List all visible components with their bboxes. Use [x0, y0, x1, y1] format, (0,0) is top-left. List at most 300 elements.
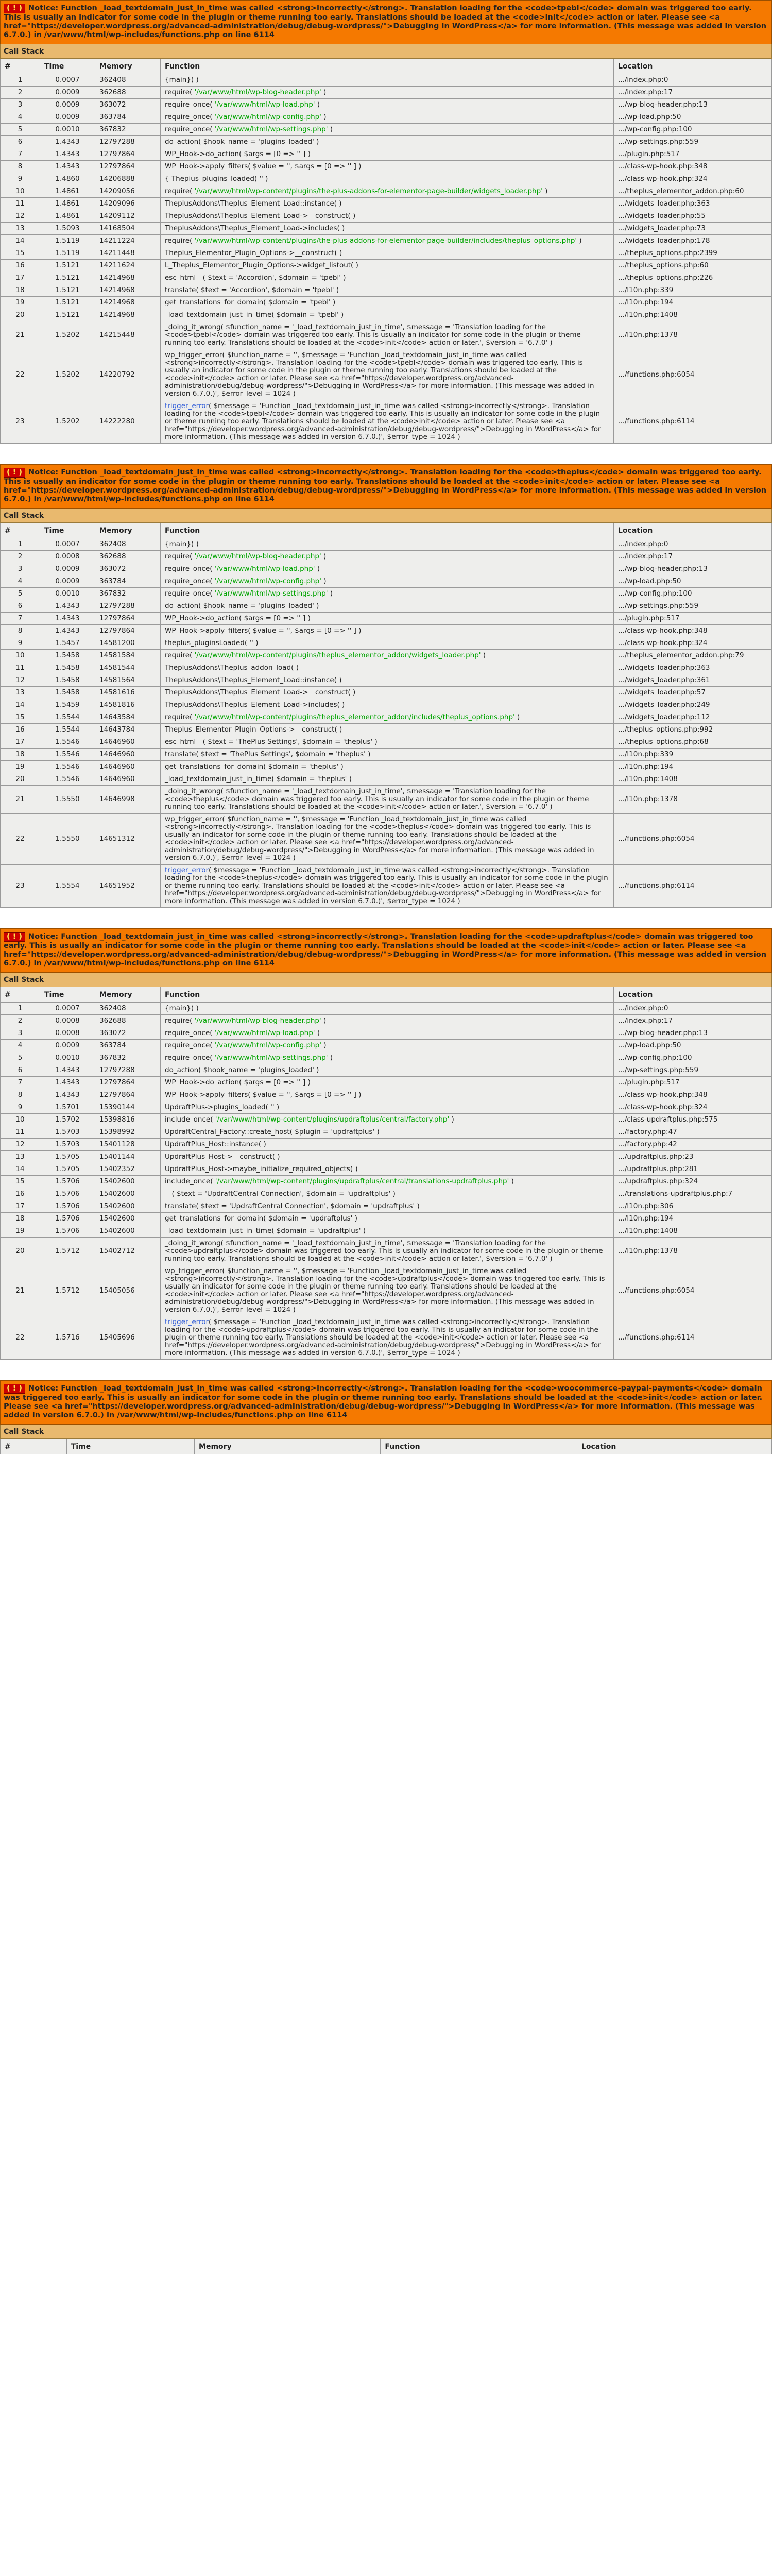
row-number: 13 — [1, 223, 40, 235]
row-function — [161, 1077, 614, 1089]
table-row — [1, 662, 772, 674]
row-memory: 14211624 — [95, 260, 161, 272]
table-row — [1, 650, 772, 662]
row-memory: 12797864 — [95, 148, 161, 161]
col-number-header: # — [1, 59, 40, 74]
row-memory: 15401144 — [95, 1151, 161, 1163]
function-text: translate( $text = 'UpdraftCentral Connection', $domain = 'updraftplus' ) — [165, 1202, 420, 1210]
row-memory: 363072 — [95, 563, 161, 575]
function-text: {main}( ) — [165, 76, 199, 84]
table-row — [1, 99, 772, 111]
row-number: 16 — [1, 724, 40, 736]
row-number: 13 — [1, 687, 40, 699]
row-time: 0.0009 — [40, 87, 95, 99]
row-number: 17 — [1, 1200, 40, 1213]
row-memory: 15402352 — [95, 1163, 161, 1176]
row-memory: 14211224 — [95, 235, 161, 247]
row-function — [161, 185, 614, 198]
table-row — [1, 148, 772, 161]
call-stack-header: Call Stack — [1, 973, 772, 987]
row-function — [161, 173, 614, 185]
row-function — [161, 223, 614, 235]
table-row — [1, 136, 772, 148]
table-row — [1, 1003, 772, 1015]
row-number: 23 — [1, 865, 40, 908]
row-number: 1 — [1, 1003, 40, 1015]
row-memory: 367832 — [95, 588, 161, 600]
row-number: 1 — [1, 74, 40, 87]
error-notice-table — [0, 0, 772, 444]
row-location: .../class-wp-hook.php:324 — [614, 1101, 772, 1114]
function-suffix: ) — [577, 236, 582, 245]
row-location: .../l10n.php:194 — [614, 297, 772, 309]
col-function-header: Function — [381, 1439, 577, 1454]
function-text: require_once( — [165, 125, 215, 133]
row-location: .../l10n.php:1378 — [614, 786, 772, 814]
file-path: '/var/www/html/wp-content/plugins/updraftplus/central/translations-updraftplus.php' — [215, 1177, 509, 1185]
col-function-header: Function — [161, 987, 614, 1003]
row-time: 0.0008 — [40, 551, 95, 563]
row-memory: 362408 — [95, 74, 161, 87]
function-text: get_translations_for_domain( $domain = 'tpebl' ) — [165, 298, 336, 307]
row-time: 1.4861 — [40, 210, 95, 223]
row-memory: 14581564 — [95, 674, 161, 687]
row-location: .../wp-settings.php:559 — [614, 136, 772, 148]
row-function — [161, 538, 614, 551]
row-number: 3 — [1, 1027, 40, 1040]
row-number: 14 — [1, 1163, 40, 1176]
row-location: .../class-wp-hook.php:324 — [614, 173, 772, 185]
table-row — [1, 1176, 772, 1188]
row-time: 1.5702 — [40, 1114, 95, 1126]
table-row — [1, 724, 772, 736]
row-time: 1.4343 — [40, 613, 95, 625]
row-location: .../index.php:17 — [614, 87, 772, 99]
table-row — [1, 1064, 772, 1077]
col-location-header: Location — [614, 987, 772, 1003]
row-time: 1.4343 — [40, 1089, 95, 1101]
row-memory: 15398992 — [95, 1126, 161, 1139]
row-function — [161, 1101, 614, 1114]
row-time: 1.5546 — [40, 736, 95, 749]
table-row — [1, 1200, 772, 1213]
function-text: esc_html__( $text = 'Accordion', $domain = 'tpebl' ) — [165, 274, 346, 282]
table-row — [1, 625, 772, 637]
row-number: 2 — [1, 551, 40, 563]
error-icon: ( ! ) — [4, 4, 25, 13]
row-number: 9 — [1, 173, 40, 185]
row-function — [161, 1151, 614, 1163]
table-row — [1, 235, 772, 247]
col-location-header: Location — [577, 1439, 771, 1454]
row-time: 1.4343 — [40, 136, 95, 148]
row-number: 5 — [1, 1052, 40, 1064]
col-location-header: Location — [614, 523, 772, 538]
row-location: .../factory.php:47 — [614, 1126, 772, 1139]
function-text: _load_textdomain_just_in_time( $domain = 'updraftplus' ) — [165, 1227, 366, 1235]
row-time: 1.5546 — [40, 761, 95, 773]
row-time: 1.5706 — [40, 1213, 95, 1225]
table-row — [1, 1213, 772, 1225]
table-row — [1, 321, 772, 349]
file-path: '/var/www/html/wp-settings.php' — [214, 589, 328, 598]
row-location: .../wp-config.php:100 — [614, 588, 772, 600]
row-time: 1.5546 — [40, 773, 95, 786]
row-number: 6 — [1, 600, 40, 613]
row-function — [161, 1003, 614, 1015]
function-link[interactable]: trigger_error — [165, 866, 209, 874]
row-memory: 12797864 — [95, 613, 161, 625]
row-memory: 14220792 — [95, 349, 161, 400]
col-number-header: # — [1, 523, 40, 538]
row-time: 1.4343 — [40, 1077, 95, 1089]
row-location: .../widgets_loader.php:363 — [614, 198, 772, 210]
row-number: 7 — [1, 1077, 40, 1089]
table-row — [1, 1040, 772, 1052]
row-location: .../class-wp-hook.php:348 — [614, 625, 772, 637]
row-location: .../plugin.php:517 — [614, 1077, 772, 1089]
table-row — [1, 1052, 772, 1064]
file-path: '/var/www/html/wp-content/plugins/theplus_elementor_addon/widgets_loader.php' — [194, 651, 481, 659]
call-stack-header: Call Stack — [1, 509, 772, 523]
row-memory: 362408 — [95, 1003, 161, 1015]
row-memory: 14214968 — [95, 284, 161, 297]
table-row — [1, 124, 772, 136]
row-time: 1.5121 — [40, 272, 95, 284]
row-location: .../widgets_loader.php:249 — [614, 699, 772, 711]
function-text: require_once( — [165, 589, 215, 598]
col-time-header: Time — [66, 1439, 194, 1454]
table-row — [1, 111, 772, 124]
row-function — [161, 711, 614, 724]
table-row — [1, 588, 772, 600]
row-time: 1.5458 — [40, 662, 95, 674]
table-row — [1, 786, 772, 814]
notice-header — [1, 1, 772, 44]
row-memory: 14581616 — [95, 687, 161, 699]
function-text: TheplusAddons\Theplus_addon_load( ) — [165, 664, 299, 672]
function-text: translate( $text = 'ThePlus Settings', $domain = 'theplus' ) — [165, 750, 371, 758]
function-text: {main}( ) — [165, 1004, 199, 1012]
row-time: 1.5544 — [40, 724, 95, 736]
row-number: 15 — [1, 247, 40, 260]
function-suffix: ) — [514, 713, 520, 721]
row-function — [161, 650, 614, 662]
row-time: 1.5121 — [40, 284, 95, 297]
notice-message: Notice: Function _load_textdomain_just_in_time was called <strong>incorrectly</strong>. Translation loading for the <code>theplus</code> domain was triggered too early. This is usually an indicator for some code in the plugin or theme running too early. Translations should be loaded at the <code>init</code> action or later. Please see <a href="https://developer.wordpress.org/advanced-administration/debug/debug-wordpress/">Debugging in WordPress</a> for more information. (This message was added in version 6.7.0.) in /var/www/html/wp-includes/functions.php on line 6114 — [4, 468, 767, 503]
row-time: 0.0007 — [40, 1003, 95, 1015]
function-suffix: ) — [542, 187, 548, 195]
row-number: 19 — [1, 761, 40, 773]
function-text: require( — [165, 1016, 195, 1025]
row-memory: 363784 — [95, 1040, 161, 1052]
function-text: WP_Hook->do_action( $args = [0 => '' ] ) — [165, 614, 311, 622]
row-location: .../widgets_loader.php:112 — [614, 711, 772, 724]
table-row — [1, 400, 772, 444]
row-number: 7 — [1, 148, 40, 161]
row-memory: 14206888 — [95, 173, 161, 185]
row-location: .../wp-config.php:100 — [614, 124, 772, 136]
row-function — [161, 1139, 614, 1151]
row-function — [161, 1052, 614, 1064]
row-location: .../l10n.php:1408 — [614, 1225, 772, 1238]
function-text: TheplusAddons\Theplus_Element_Load->__construct( ) — [165, 688, 356, 697]
table-row — [1, 1126, 772, 1139]
function-text: UpdraftCentral_Factory::create_host( $plugin = 'updraftplus' ) — [165, 1128, 380, 1136]
row-number: 2 — [1, 1015, 40, 1027]
row-number: 15 — [1, 1176, 40, 1188]
row-time: 0.0009 — [40, 575, 95, 588]
row-time: 1.4343 — [40, 148, 95, 161]
function-suffix: ) — [509, 1177, 514, 1185]
row-time: 0.0010 — [40, 1052, 95, 1064]
table-row — [1, 1089, 772, 1101]
row-function — [161, 198, 614, 210]
row-location: .../index.php:0 — [614, 538, 772, 551]
function-text: _load_textdomain_just_in_time( $domain = 'theplus' ) — [165, 775, 352, 783]
row-function — [161, 563, 614, 575]
row-number: 13 — [1, 1151, 40, 1163]
function-text: Theplus_Elementor_Plugin_Options->__construct( ) — [165, 249, 342, 257]
table-row — [1, 309, 772, 321]
row-number: 21 — [1, 1265, 40, 1316]
row-time: 1.5706 — [40, 1225, 95, 1238]
row-number: 16 — [1, 260, 40, 272]
function-text: WP_Hook->do_action( $args = [0 => '' ] ) — [165, 1078, 311, 1087]
table-row — [1, 173, 772, 185]
row-location: .../functions.php:6114 — [614, 865, 772, 908]
table-row — [1, 198, 772, 210]
row-memory: 14209112 — [95, 210, 161, 223]
function-text: get_translations_for_domain( $domain = 'updraftplus' ) — [165, 1214, 357, 1223]
row-location: .../updraftplus.php:324 — [614, 1176, 772, 1188]
row-number: 11 — [1, 662, 40, 674]
row-memory: 362688 — [95, 1015, 161, 1027]
row-time: 1.5119 — [40, 247, 95, 260]
function-text: { Thepius_plugins_loaded( '' ) — [165, 175, 268, 183]
row-number: 4 — [1, 1040, 40, 1052]
table-row — [1, 865, 772, 908]
row-time: 1.5544 — [40, 711, 95, 724]
table-row — [1, 1163, 772, 1176]
row-location: .../theplus_options.php:60 — [614, 260, 772, 272]
row-location: .../l10n.php:194 — [614, 1213, 772, 1225]
row-function — [161, 1213, 614, 1225]
error-notice-table — [0, 1380, 772, 1454]
row-memory: 14581584 — [95, 650, 161, 662]
col-memory-header: Memory — [95, 523, 161, 538]
row-number: 11 — [1, 198, 40, 210]
row-number: 6 — [1, 136, 40, 148]
row-time: 1.5546 — [40, 749, 95, 761]
row-memory: 363072 — [95, 1027, 161, 1040]
row-number: 2 — [1, 87, 40, 99]
file-path: '/var/www/html/wp-content/plugins/updraftplus/central/factory.php' — [215, 1115, 450, 1124]
function-text: require_once( — [165, 1041, 215, 1049]
col-function-header: Function — [161, 59, 614, 74]
table-row — [1, 711, 772, 724]
row-function — [161, 1176, 614, 1188]
row-time: 1.5706 — [40, 1200, 95, 1213]
row-number: 3 — [1, 99, 40, 111]
row-location: .../theplus_options.php:226 — [614, 272, 772, 284]
row-location: .../theplus_options.php:68 — [614, 736, 772, 749]
row-memory: 14168504 — [95, 223, 161, 235]
function-text: do_action( $hook_name = 'plugins_loaded' ) — [165, 602, 319, 610]
function-text: require( — [165, 651, 195, 659]
row-time: 1.4343 — [40, 600, 95, 613]
function-link[interactable]: trigger_error — [165, 402, 209, 410]
row-function — [161, 674, 614, 687]
row-location: .../index.php:17 — [614, 1015, 772, 1027]
function-text: _doing_it_wrong( $function_name = '_load_textdomain_just_in_time', $message = 'Translation loading for the <code>theplus</code> domain was triggered too early. This is usually an indicator for some code in the plugin or theme running too early. Translations should be loaded at the <code>init</code> action or later.', $version = '6.7.0' ) — [165, 787, 589, 811]
row-number: 22 — [1, 349, 40, 400]
file-path: '/var/www/html/wp-blog-header.php' — [194, 552, 321, 561]
table-row — [1, 563, 772, 575]
call-stack-header: Call Stack — [1, 44, 772, 59]
row-memory: 15402600 — [95, 1200, 161, 1213]
function-text: _load_textdomain_just_in_time( $domain = 'tpebl' ) — [165, 311, 344, 319]
col-time-header: Time — [40, 987, 95, 1003]
row-number: 12 — [1, 674, 40, 687]
row-number: 3 — [1, 563, 40, 575]
row-memory: 15402712 — [95, 1238, 161, 1265]
row-memory: 14581544 — [95, 662, 161, 674]
row-memory: 15402600 — [95, 1176, 161, 1188]
row-time: 1.5712 — [40, 1265, 95, 1316]
row-number: 20 — [1, 309, 40, 321]
col-location-header: Location — [614, 59, 772, 74]
row-function — [161, 662, 614, 674]
notice-header — [1, 1381, 772, 1425]
row-function — [161, 111, 614, 124]
row-memory: 14222280 — [95, 400, 161, 444]
row-number: 8 — [1, 625, 40, 637]
row-number: 14 — [1, 235, 40, 247]
row-location: .../class-updraftplus.php:575 — [614, 1114, 772, 1126]
row-location: .../index.php:0 — [614, 1003, 772, 1015]
row-location: .../functions.php:6054 — [614, 814, 772, 865]
row-time: 0.0007 — [40, 74, 95, 87]
row-function — [161, 210, 614, 223]
table-row — [1, 1238, 772, 1265]
row-location: .../wp-load.php:50 — [614, 1040, 772, 1052]
row-time: 1.5703 — [40, 1126, 95, 1139]
row-memory: 14215448 — [95, 321, 161, 349]
table-row — [1, 1027, 772, 1040]
function-suffix: ) — [321, 88, 327, 96]
row-number: 17 — [1, 272, 40, 284]
file-path: '/var/www/html/wp-config.php' — [214, 113, 321, 121]
row-function — [161, 724, 614, 736]
table-row — [1, 699, 772, 711]
row-memory: 15402600 — [95, 1225, 161, 1238]
row-time: 1.5706 — [40, 1188, 95, 1200]
row-function — [161, 575, 614, 588]
row-location: .../theplus_elementor_addon.php:60 — [614, 185, 772, 198]
row-memory: 362408 — [95, 538, 161, 551]
row-location: .../wp-load.php:50 — [614, 575, 772, 588]
file-path: '/var/www/html/wp-settings.php' — [214, 1054, 328, 1062]
row-number: 20 — [1, 1238, 40, 1265]
row-memory: 363784 — [95, 575, 161, 588]
file-path: '/var/www/html/wp-content/plugins/the-plus-addons-for-elementor-page-builder/widgets_loader.php' — [194, 187, 543, 195]
function-text: theplus_pluginsLoaded( '' ) — [165, 639, 259, 647]
row-number: 5 — [1, 588, 40, 600]
notice-header — [1, 465, 772, 509]
function-suffix: ) — [449, 1115, 454, 1124]
row-time: 0.0010 — [40, 124, 95, 136]
row-function — [161, 284, 614, 297]
row-time: 1.5459 — [40, 699, 95, 711]
row-number: 21 — [1, 321, 40, 349]
table-row — [1, 161, 772, 173]
function-text: require( — [165, 187, 195, 195]
row-function — [161, 1225, 614, 1238]
row-function — [161, 687, 614, 699]
row-function — [161, 309, 614, 321]
table-row — [1, 1188, 772, 1200]
row-memory: 14209096 — [95, 198, 161, 210]
row-function — [161, 1126, 614, 1139]
file-path: '/var/www/html/wp-config.php' — [214, 577, 321, 585]
function-text: UpdraftPlus_Host->maybe_initialize_required_objects( ) — [165, 1165, 358, 1173]
function-suffix: ) — [315, 1029, 320, 1037]
row-function — [161, 297, 614, 309]
row-time: 0.0008 — [40, 1015, 95, 1027]
row-location: .../widgets_loader.php:178 — [614, 235, 772, 247]
row-time: 1.5550 — [40, 814, 95, 865]
table-row — [1, 247, 772, 260]
row-time: 1.4343 — [40, 161, 95, 173]
row-function — [161, 136, 614, 148]
row-memory: 12797864 — [95, 161, 161, 173]
row-location: .../wp-settings.php:559 — [614, 600, 772, 613]
row-memory: 14211448 — [95, 247, 161, 260]
function-suffix: ) — [321, 1041, 327, 1049]
table-row — [1, 1151, 772, 1163]
function-link[interactable]: trigger_error — [165, 1318, 209, 1326]
row-memory: 363784 — [95, 111, 161, 124]
row-location: .../l10n.php:1378 — [614, 321, 772, 349]
row-number: 16 — [1, 1188, 40, 1200]
row-function — [161, 814, 614, 865]
row-location: .../updraftplus.php:281 — [614, 1163, 772, 1176]
row-time: 0.0009 — [40, 563, 95, 575]
file-path: '/var/www/html/wp-config.php' — [214, 1041, 321, 1049]
row-time: 1.4343 — [40, 1064, 95, 1077]
function-text: do_action( $hook_name = 'plugins_loaded' ) — [165, 1066, 319, 1074]
row-function — [161, 1265, 614, 1316]
row-time: 1.5202 — [40, 400, 95, 444]
notice-message: Notice: Function _load_textdomain_just_in_time was called <strong>incorrectly</strong>. Translation loading for the <code>updraftplus</code> domain was triggered too early. This is usually an indicator for some code in the plugin or theme running too early. Translations should be loaded at the <code>init</code> action or later. Please see <a href="https://developer.wordpress.org/advanced-administration/debug/debug-wordpress/">Debugging in WordPress</a> for more information. (This message was added in version 6.7.0.) in /var/www/html/wp-includes/functions.php on line 6114 — [4, 933, 767, 968]
row-number: 4 — [1, 575, 40, 588]
row-number: 12 — [1, 210, 40, 223]
row-time: 1.5712 — [40, 1238, 95, 1265]
function-text: require_once( — [165, 577, 215, 585]
table-row — [1, 74, 772, 87]
row-number: 18 — [1, 284, 40, 297]
file-path: '/var/www/html/wp-load.php' — [214, 100, 315, 109]
col-memory-header: Memory — [195, 1439, 381, 1454]
row-function — [161, 1114, 614, 1126]
row-number: 8 — [1, 1089, 40, 1101]
row-location: .../theplus_options.php:2399 — [614, 247, 772, 260]
row-function — [161, 1163, 614, 1176]
row-number: 23 — [1, 400, 40, 444]
row-time: 1.5554 — [40, 865, 95, 908]
function-text: wp_trigger_error( $function_name = '', $message = 'Function _load_textdomain_just_in_time was called <strong>incorrectly</strong>. Translation loading for the <code>tpebl</code> domain was triggered too early. This is usually an indicator for some code in the plugin or theme running too early. Translations should be loaded at the <code>init</code> action or later. Please see <a href="https://developer.wordpress.org/advanced-administration/debug/debug-wordpress/">Debugging in WordPress</a> for more information. (This message was added in version 6.7.0.)', $error_level = 1024 ) — [165, 351, 594, 398]
